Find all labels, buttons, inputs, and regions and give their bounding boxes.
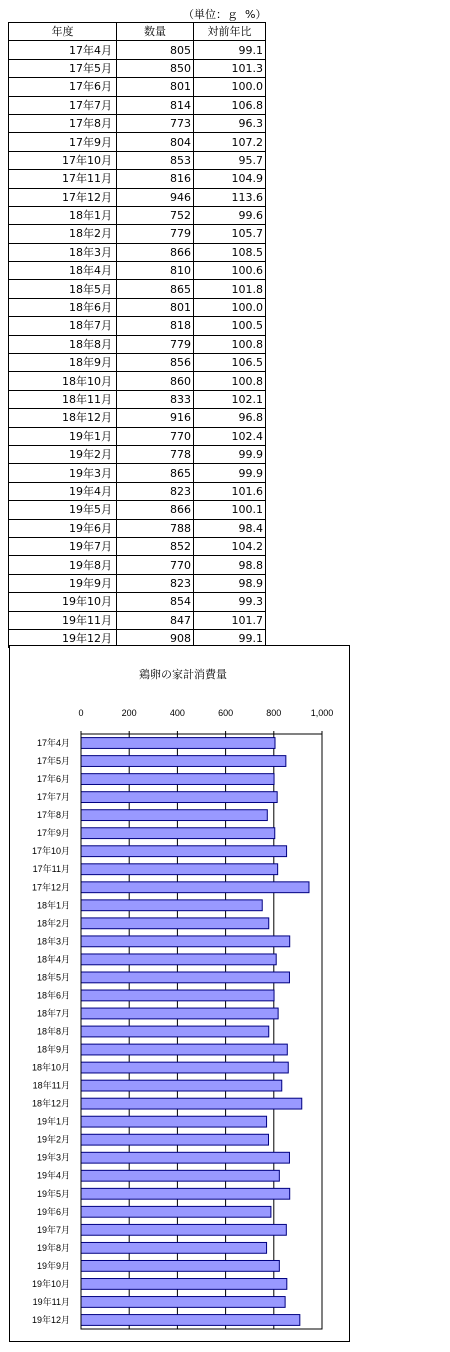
unit-note: （単位：ｇ %） [183,8,267,21]
bar [81,1098,302,1109]
table-row [9,501,266,519]
category-label: 19年9月 [36,1260,70,1271]
bar [81,1297,285,1308]
bar [81,774,274,785]
category-label: 18年11月 [32,1080,70,1091]
bar [81,936,290,947]
category-label: 19年4月 [36,1170,70,1181]
table-row [9,390,266,408]
month-cell: 17年12月 [9,188,117,206]
category-label: 19年3月 [36,1152,70,1163]
category-label: 18年2月 [36,918,70,929]
category-label: 19年8月 [36,1242,70,1253]
month-cell: 19年2月 [9,445,117,463]
bar-chart [10,646,349,1341]
month-cell: 18年9月 [9,354,117,372]
ratio-cell: 108.5 [194,243,266,261]
bar [81,846,287,857]
bar [81,1044,287,1055]
bar [81,972,289,983]
month-cell: 18年6月 [9,298,117,316]
category-label: 18年6月 [36,990,70,1001]
header-yoy-ratio: 対前年比 [194,23,266,41]
quantity-cell: 865 [117,464,194,482]
bar [81,1062,288,1073]
quantity-cell: 816 [117,170,194,188]
table-row [9,611,266,629]
category-label: 18年12月 [31,1098,70,1109]
category-label: 18年10月 [31,1062,70,1073]
month-cell: 18年3月 [9,243,117,261]
month-cell: 17年9月 [9,133,117,151]
quantity-cell: 770 [117,427,194,445]
quantity-cell: 801 [117,78,194,96]
table-row [9,133,266,151]
category-label: 17年11月 [32,864,70,875]
quantity-cell: 818 [117,317,194,335]
bar [81,1224,286,1235]
category-label: 19年6月 [36,1206,70,1217]
table-row [9,280,266,298]
table-row [9,262,266,280]
category-label: 18年3月 [36,936,70,947]
bar [81,756,286,767]
month-cell: 19年3月 [9,464,117,482]
ratio-cell: 101.3 [194,59,266,77]
quantity-cell: 773 [117,114,194,132]
ratio-cell: 100.8 [194,372,266,390]
ratio-cell: 113.6 [194,188,266,206]
ratio-cell: 100.0 [194,78,266,96]
ratio-cell: 95.7 [194,151,266,169]
ratio-cell: 98.8 [194,556,266,574]
quantity-cell: 770 [117,556,194,574]
month-cell: 18年5月 [9,280,117,298]
month-cell: 18年2月 [9,225,117,243]
bar [81,864,278,875]
table-row [9,574,266,592]
table-row [9,427,266,445]
category-label: 19年2月 [36,1134,70,1145]
table-row [9,41,266,59]
ratio-cell: 101.6 [194,482,266,500]
bar [81,1080,282,1091]
ratio-cell: 99.9 [194,464,266,482]
header-year: 年度 [9,23,117,41]
quantity-cell: 778 [117,445,194,463]
bar [81,954,276,965]
ratio-cell: 100.5 [194,317,266,335]
month-cell: 18年11月 [9,390,117,408]
month-cell: 17年5月 [9,59,117,77]
category-label: 19年5月 [36,1188,70,1199]
quantity-cell: 854 [117,593,194,611]
month-cell: 17年6月 [9,78,117,96]
ratio-cell: 100.6 [194,262,266,280]
table-row [9,519,266,537]
quantity-cell: 779 [117,225,194,243]
table-row [9,151,266,169]
table-row [9,188,266,206]
table-row [9,537,266,555]
ratio-cell: 96.8 [194,409,266,427]
quantity-cell: 865 [117,280,194,298]
table-row [9,556,266,574]
bar [81,1008,278,1019]
ratio-cell: 100.0 [194,298,266,316]
category-label: 17年8月 [36,810,70,821]
quantity-cell: 916 [117,409,194,427]
quantity-cell: 866 [117,243,194,261]
month-cell: 17年8月 [9,114,117,132]
bar [81,882,309,893]
bar [81,792,277,803]
table-header-row [9,23,266,41]
ratio-cell: 99.1 [194,41,266,59]
quantity-cell: 810 [117,262,194,280]
bar [81,738,275,749]
table-row [9,78,266,96]
table-row [9,298,266,316]
quantity-cell: 850 [117,59,194,77]
quantity-cell: 804 [117,133,194,151]
table-row [9,59,266,77]
table-row [9,409,266,427]
quantity-cell: 788 [117,519,194,537]
category-label: 19年7月 [36,1224,70,1235]
category-label: 17年12月 [31,882,70,893]
table-row [9,482,266,500]
ratio-cell: 102.1 [194,390,266,408]
x-tick-label: 1,000 [310,708,334,718]
month-cell: 17年10月 [9,151,117,169]
month-cell: 17年4月 [9,41,117,59]
ratio-cell: 102.4 [194,427,266,445]
ratio-cell: 100.8 [194,335,266,353]
x-tick-label: 200 [121,708,137,718]
month-cell: 19年8月 [9,556,117,574]
table-row [9,593,266,611]
table-row [9,354,266,372]
month-cell: 19年10月 [9,593,117,611]
quantity-cell: 823 [117,482,194,500]
quantity-cell: 946 [117,188,194,206]
category-label: 19年12月 [31,1314,70,1325]
quantity-cell: 823 [117,574,194,592]
bar [81,1134,268,1145]
month-cell: 19年5月 [9,501,117,519]
x-tick-label: 800 [266,708,282,718]
x-tick-label: 0 [78,708,84,718]
table-row [9,464,266,482]
category-label: 17年10月 [31,846,70,857]
month-cell: 19年11月 [9,611,117,629]
ratio-cell: 99.6 [194,206,266,224]
ratio-cell: 98.9 [194,574,266,592]
month-cell: 17年7月 [9,96,117,114]
quantity-cell: 853 [117,151,194,169]
category-label: 17年4月 [36,738,70,749]
category-label: 17年7月 [36,792,70,803]
ratio-cell: 99.3 [194,593,266,611]
table-row [9,206,266,224]
category-label: 19年11月 [32,1296,70,1307]
bar [81,1279,287,1290]
bar [81,900,262,911]
bar [81,1026,269,1037]
month-cell: 19年6月 [9,519,117,537]
ratio-cell: 99.9 [194,445,266,463]
category-label: 17年6月 [36,774,70,785]
month-cell: 19年1月 [9,427,117,445]
table-row [9,96,266,114]
category-label: 19年10月 [31,1278,70,1289]
month-cell: 19年12月 [9,629,117,647]
bar [81,1116,267,1127]
month-cell: 18年8月 [9,335,117,353]
category-label: 17年9月 [36,828,70,839]
ratio-cell: 106.8 [194,96,266,114]
bar [81,1260,279,1271]
table-row [9,114,266,132]
ratio-cell: 96.3 [194,114,266,132]
table-row [9,243,266,261]
quantity-cell: 908 [117,629,194,647]
category-label: 18年4月 [36,954,70,965]
ratio-cell: 98.4 [194,519,266,537]
chart-frame [9,645,350,1342]
ratio-cell: 106.5 [194,354,266,372]
ratio-cell: 105.7 [194,225,266,243]
x-tick-label: 600 [218,708,234,718]
category-label: 19年1月 [36,1116,70,1127]
bar [81,918,269,929]
quantity-cell: 801 [117,298,194,316]
category-label: 17年5月 [36,756,70,767]
x-axis-ticks [78,708,333,734]
category-label: 18年8月 [36,1026,70,1037]
ratio-cell: 99.1 [194,629,266,647]
month-cell: 19年4月 [9,482,117,500]
consumption-table [8,22,266,648]
ratio-cell: 100.1 [194,501,266,519]
ratio-cell: 104.9 [194,170,266,188]
quantity-cell: 779 [117,335,194,353]
month-cell: 19年9月 [9,574,117,592]
quantity-cell: 814 [117,96,194,114]
bars [81,738,309,1326]
quantity-cell: 866 [117,501,194,519]
category-label: 18年9月 [36,1044,70,1055]
quantity-cell: 856 [117,354,194,372]
month-cell: 18年1月 [9,206,117,224]
quantity-cell: 833 [117,390,194,408]
bar [81,828,275,839]
ratio-cell: 107.2 [194,133,266,151]
month-cell: 18年12月 [9,409,117,427]
quantity-cell: 852 [117,537,194,555]
bar [81,810,267,821]
category-labels [32,737,70,1325]
month-cell: 17年11月 [9,170,117,188]
month-cell: 18年10月 [9,372,117,390]
category-label: 18年5月 [36,972,70,983]
x-tick-label: 400 [169,708,185,718]
table-row [9,170,266,188]
header-quantity: 数量 [117,23,194,41]
chart-title: 鶏卵の家計消費量 [139,668,227,681]
quantity-cell: 752 [117,206,194,224]
table-row [9,317,266,335]
month-cell: 18年4月 [9,262,117,280]
table-row [9,335,266,353]
bar [81,1315,300,1326]
month-cell: 18年7月 [9,317,117,335]
bar [81,1152,289,1163]
table-row [9,372,266,390]
bar [81,1188,290,1199]
table-row [9,225,266,243]
month-cell: 19年7月 [9,537,117,555]
category-label: 18年1月 [36,900,70,911]
bar [81,990,274,1001]
bar [81,1206,271,1217]
quantity-cell: 860 [117,372,194,390]
quantity-cell: 805 [117,41,194,59]
ratio-cell: 101.8 [194,280,266,298]
ratio-cell: 104.2 [194,537,266,555]
ratio-cell: 101.7 [194,611,266,629]
bar [81,1242,267,1253]
table-row [9,445,266,463]
bar [81,1170,279,1181]
quantity-cell: 847 [117,611,194,629]
category-label: 18年7月 [36,1008,70,1019]
